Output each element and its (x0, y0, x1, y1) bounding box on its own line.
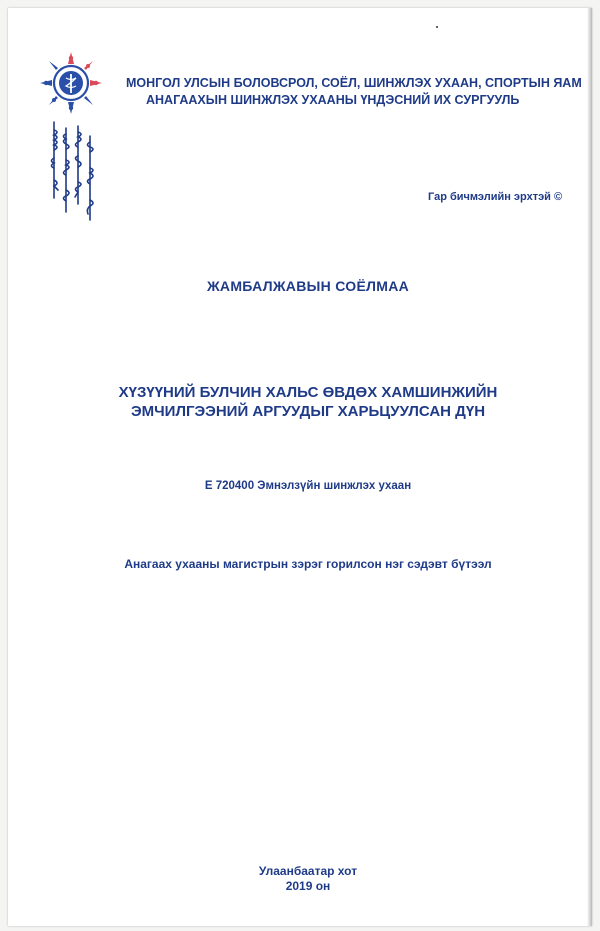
mongolian-script-emblem (46, 120, 96, 222)
ministry-header (126, 75, 592, 109)
thesis-title-line-2: ЭМЧИЛГЭЭНИЙ АРГУУДЫГ ХАРЬЦУУЛСАН ДҮН (130, 403, 486, 420)
scan-speck (436, 26, 438, 28)
thesis-title (8, 383, 592, 421)
copyright-note: Гар бичмэлийн эрхтэй © (428, 191, 563, 203)
place-and-year (8, 864, 592, 894)
specialty-code: Е 720400 Эмнэлзүйн шинжлэх ухаан (204, 480, 412, 492)
degree-statement: Анагаах ухааны магистрын зэрэг горилсон нэг сэдэвт бүтээл (124, 557, 492, 571)
university-logo-icon (38, 50, 104, 116)
author-name: ЖАМБАЛЖАВЫН СОЁЛМАА (206, 278, 410, 294)
thesis-title-line-1: ХҮЗҮҮНИЙ БУЛЧИН ХАЛЬС ӨВДӨХ ХАМШИНЖИЙН (118, 384, 498, 401)
page-edge-shadow (587, 8, 592, 926)
ministry-name: МОНГОЛ УЛСЫН БОЛОВСРОЛ, СОЁЛ, ШИНЖЛЭХ УХААН, СПОРТЫН ЯАМ (126, 76, 582, 90)
document-page (8, 8, 592, 926)
university-name: АНАГААХЫН ШИНЖЛЭХ УХААНЫ ҮНДЭСНИЙ ИХ СУРГУУЛЬ (146, 93, 520, 107)
year: 2019 он (285, 879, 331, 893)
city: Улаанбаатар хот (258, 864, 358, 878)
